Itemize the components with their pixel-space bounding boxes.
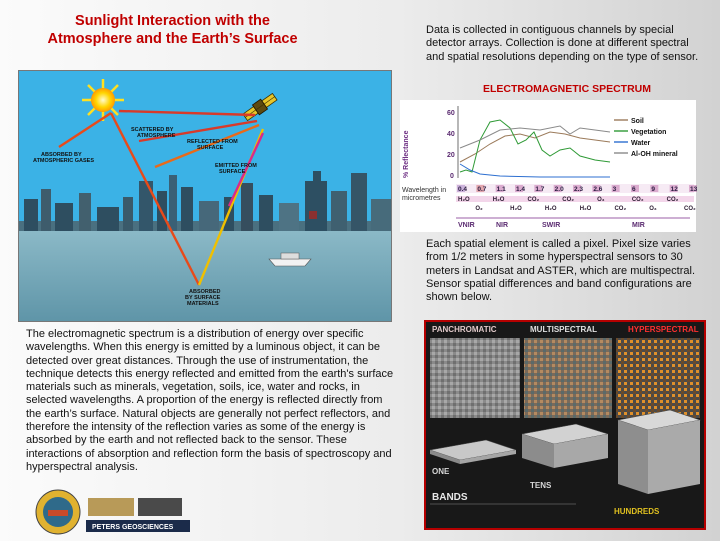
y-tick: 60 bbox=[447, 110, 455, 117]
wavelength-tick: 3 bbox=[612, 186, 617, 193]
logo-text: PETERS GEOSCIENCES bbox=[92, 524, 174, 531]
spectrum-heading: ELECTROMAGNETIC SPECTRUM bbox=[483, 83, 651, 95]
gas-label: O₂ bbox=[475, 206, 483, 212]
wavelength-tick: 0.4 bbox=[458, 186, 468, 193]
gas-label: H₂O bbox=[544, 206, 557, 212]
gas-label: CO₂ bbox=[614, 206, 627, 212]
logo-strip bbox=[34, 488, 270, 536]
diagram-label-0: SCATTERED BY ATMOSPHERE bbox=[131, 127, 176, 139]
sensor-comparison-panel bbox=[424, 320, 706, 530]
diagram-label-2: ABSORBED BY ATMOSPHERIC GASES bbox=[33, 152, 95, 164]
hyperspectral-image bbox=[616, 338, 700, 418]
hyperspectral-label: HYPERSPECTRAL bbox=[628, 325, 699, 334]
spectrum-chart bbox=[400, 100, 696, 232]
wavelength-tick: 2.6 bbox=[593, 186, 603, 193]
wavelength-bar bbox=[456, 184, 698, 193]
legend-water: Water bbox=[631, 140, 651, 147]
panchromatic-image bbox=[430, 338, 520, 418]
sun-icon bbox=[82, 79, 124, 121]
region-nir: NIR bbox=[496, 222, 509, 229]
y-tick: 0 bbox=[450, 173, 454, 180]
logo-panel bbox=[138, 498, 182, 516]
scattered-label-1: SCATTERED BY bbox=[131, 127, 174, 133]
gas-label: H₂O bbox=[492, 197, 505, 203]
wavelength-tick: 13 bbox=[690, 186, 698, 193]
gas-label: O₃ bbox=[649, 206, 657, 212]
data-collection-text: Data is collected in contiguous channels by special detector arrays. Collection is done at different spectral and spatial resolutions depending on the type of sensor. bbox=[426, 24, 699, 63]
gas-label: O₃ bbox=[597, 197, 605, 203]
region-mir: MIR bbox=[632, 222, 645, 229]
one-label: ONE bbox=[432, 467, 450, 476]
hundreds-label: HUNDREDS bbox=[614, 507, 660, 516]
pixel-size-text: Each spatial element is called a pixel. Pixel size varies from 1/2 meters in some hyperspectral sensors to 30 meters in Landsat and ASTER, which are multispectral. Sensor spatial differences and band configurations are shown below. bbox=[426, 238, 696, 304]
wavelength-tick: 9 bbox=[651, 186, 655, 193]
diagram-label-1: REFLECTED FROM SURFACE bbox=[187, 139, 238, 151]
bands-label: BANDS bbox=[432, 492, 468, 503]
wavelength-tick: 1.4 bbox=[516, 186, 526, 193]
wavelength-tick: 2.0 bbox=[554, 186, 564, 193]
diagram-label-3: EMITTED FROM SURFACE bbox=[215, 163, 257, 175]
legend-soil: Soil bbox=[631, 118, 644, 125]
multispectral-image bbox=[524, 338, 612, 418]
wavelength-tick: 6 bbox=[632, 186, 636, 193]
wavelength-tick: 0.7 bbox=[477, 186, 487, 193]
wavelength-tick: 12 bbox=[670, 186, 678, 193]
legend-vegetation: Vegetation bbox=[631, 129, 667, 136]
x-label-1: Wavelength in bbox=[402, 187, 447, 194]
page-title bbox=[20, 12, 325, 48]
title-line-1: Sunlight Interaction with the bbox=[75, 13, 270, 29]
x-label-2: micrometres bbox=[402, 195, 441, 202]
wavelength-tick: 2.3 bbox=[574, 186, 584, 193]
gas-label: CO₂ bbox=[527, 197, 540, 203]
legend-mineral: Al-OH mineral bbox=[631, 151, 678, 158]
water-surface bbox=[19, 231, 391, 321]
multispectral-label: MULTISPECTRAL bbox=[530, 325, 597, 334]
seal-logo bbox=[36, 490, 80, 534]
hundreds-band-stack bbox=[618, 410, 700, 494]
y-tick: 40 bbox=[447, 131, 455, 138]
region-swir: SWIR bbox=[542, 222, 561, 229]
panchromatic-label: PANCHROMATIC bbox=[432, 325, 497, 334]
gas-label: CO₂ bbox=[631, 197, 644, 203]
y-tick: 20 bbox=[447, 152, 455, 159]
absorption-bar bbox=[456, 196, 694, 202]
spectrum-description-text: The electromagnetic spectrum is a distribution of energy over specific wavelengths. When this energy is emitted by a luminous object, it can be detected over great distances. Through the use of instrumentation, the technique detects this energy reflected and emitted from the earth's surface materials such as minerals, vegetation, soils, ice, water and rocks, in selected wavelengths. A proportion of the energy is reflected directly from the earth’s surface. Natural objects are generally not perfect reflectors, and therefore the intensity of the reflection varies as some of the energy is absorbed by the earth and not reflected back to the sensor. These interactions of absorption and reflection form the basis of spectroscopy and hyperspectral analysis. bbox=[26, 328, 394, 473]
wavelength-tick: 1.7 bbox=[535, 186, 545, 193]
wavelength-tick: 1.1 bbox=[496, 186, 506, 193]
gas-label: H₂O bbox=[510, 206, 522, 212]
tens-label: TENS bbox=[530, 481, 552, 490]
gas-label: H₂O bbox=[579, 206, 592, 212]
region-vnir: VNIR bbox=[458, 222, 475, 229]
title-line-2: Atmosphere and the Earth’s Surface bbox=[47, 31, 298, 47]
y-axis-label: % Reflectance bbox=[403, 130, 410, 178]
gas-label: CO₂ bbox=[666, 197, 679, 203]
gas-label: CO₂ bbox=[684, 206, 696, 212]
gas-label: H₂O bbox=[458, 197, 470, 203]
logo-panel bbox=[88, 498, 134, 516]
sunlight-interaction-diagram bbox=[18, 70, 392, 322]
diagram-label-4: ABSORBED BY SURFACE MATERIALS bbox=[185, 289, 221, 307]
gas-label: CO₂ bbox=[562, 197, 574, 203]
